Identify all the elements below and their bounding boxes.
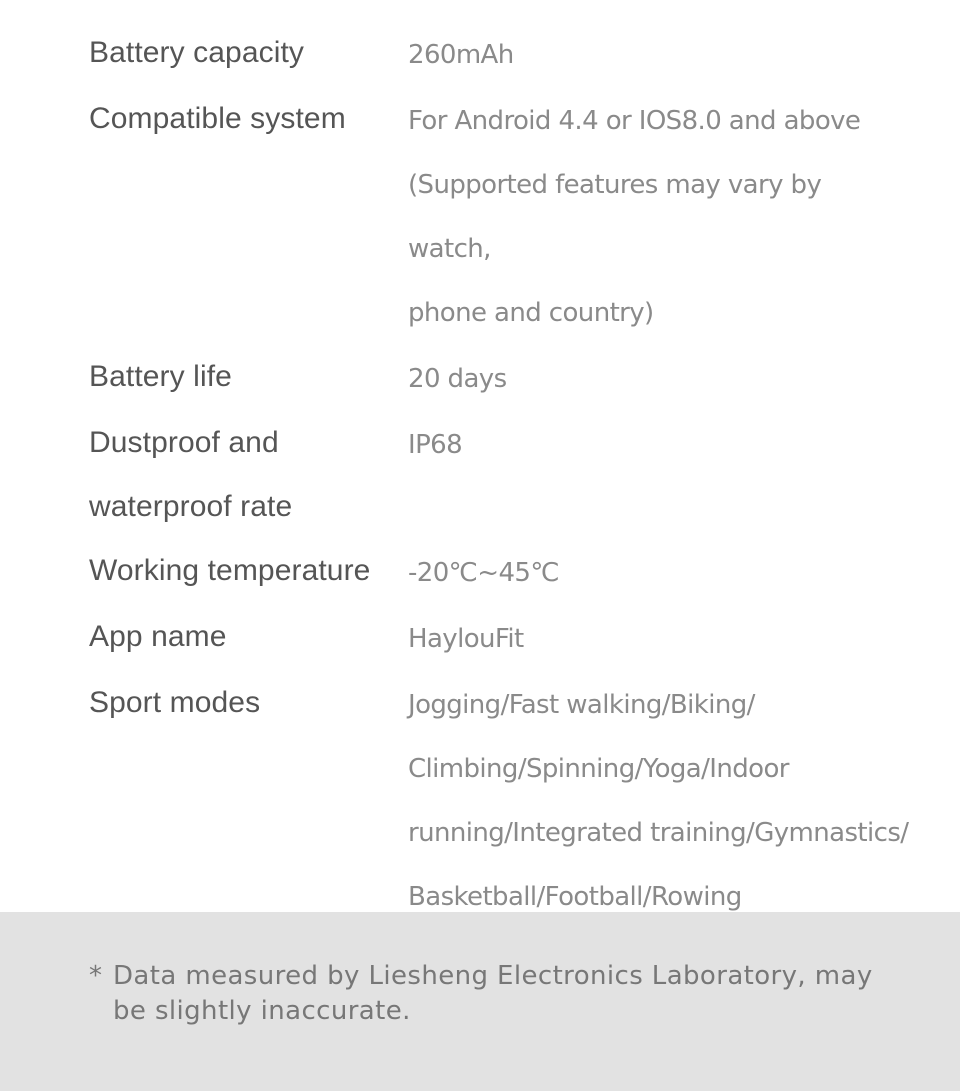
spec-value: HaylouFit <box>408 624 524 654</box>
spec-value: -20℃~45℃ <box>408 558 559 588</box>
spec-table <box>89 21 909 929</box>
spec-row-waterproof-rate <box>89 411 909 539</box>
spec-value: Jogging/Fast walking/Biking/ Climbing/Spinning/Yoga/Indoor running/Integrated training/Gymnastics/ Basketball/Football/Rowing <box>408 690 909 912</box>
spec-value: 20 days <box>408 364 507 394</box>
spec-value: For Android 4.4 or IOS8.0 and above (Supported features may vary by watch, phone and country) <box>408 106 861 328</box>
footnote-band <box>0 912 960 1091</box>
spec-label: App name <box>89 620 227 653</box>
spec-value: 260mAh <box>408 40 514 70</box>
footnote-text: Data measured by Liesheng Electronics Laboratory, may be slightly inaccurate. <box>113 961 873 1026</box>
spec-row-sport-modes <box>89 671 909 929</box>
spec-label: Battery capacity <box>89 36 305 69</box>
spec-label: Dustproof and waterproof rate <box>89 426 293 523</box>
spec-value: IP68 <box>408 430 463 460</box>
spec-row-app-name <box>89 605 909 671</box>
spec-row-compatible-system <box>89 87 909 345</box>
spec-label: Compatible system <box>89 102 346 135</box>
spec-label: Working temperature <box>89 554 371 587</box>
spec-row-battery-capacity <box>89 21 909 87</box>
spec-row-working-temperature <box>89 539 909 605</box>
footnote <box>89 959 889 1029</box>
footnote-asterisk: * <box>89 961 103 991</box>
spec-label: Battery life <box>89 360 232 393</box>
spec-row-battery-life <box>89 345 909 411</box>
spec-label: Sport modes <box>89 686 261 719</box>
